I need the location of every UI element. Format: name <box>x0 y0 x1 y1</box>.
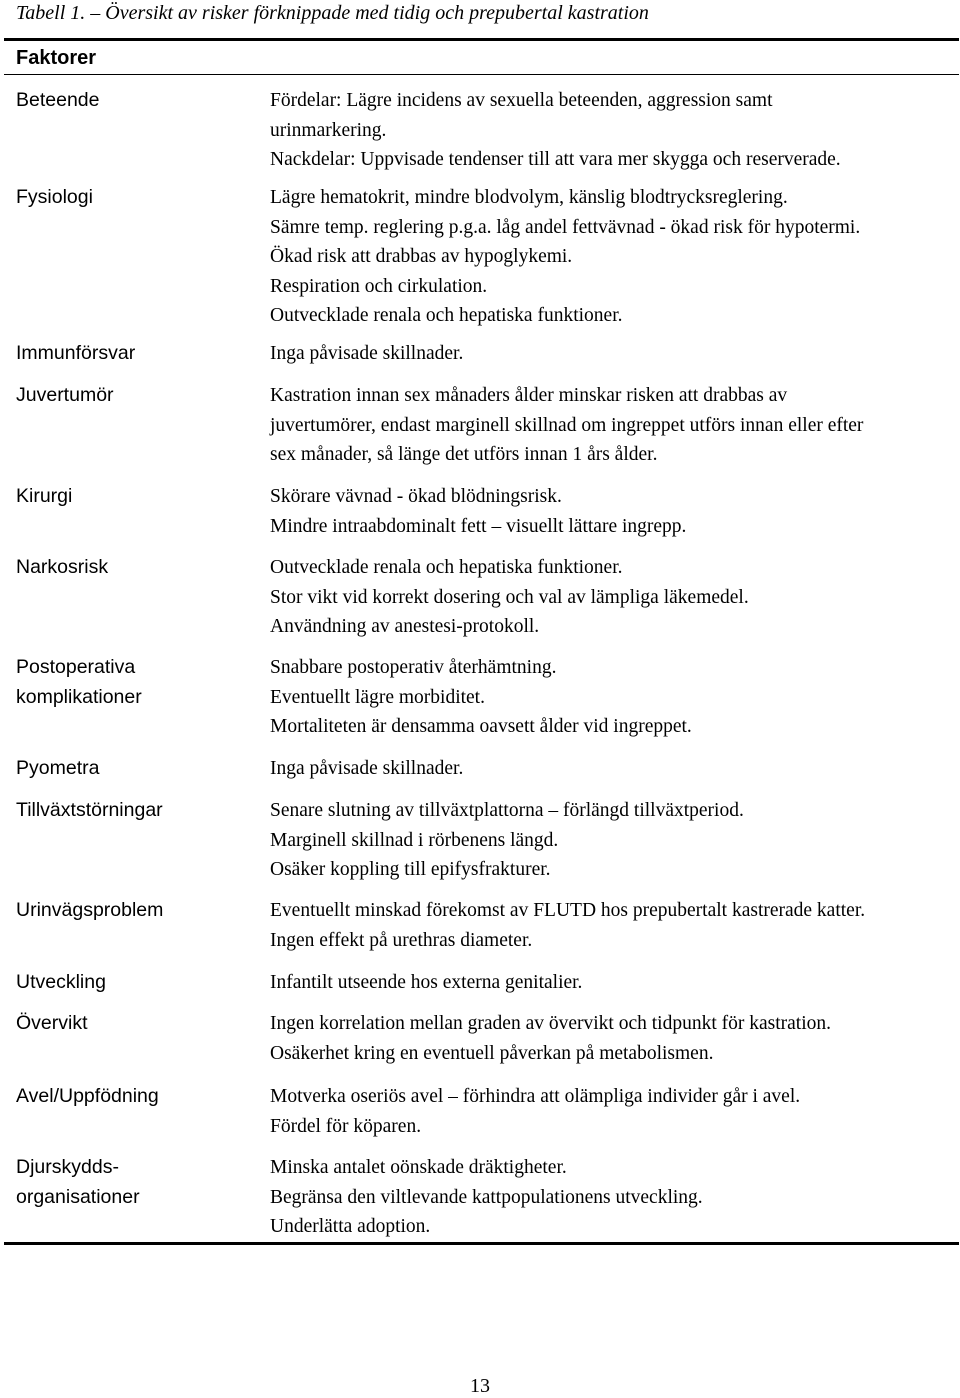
description-cell <box>270 482 955 541</box>
description-cell <box>270 796 955 885</box>
description-line: sex månader, så länge det utförs innan 1 års ålder. <box>270 444 658 465</box>
description-line: Stor vikt vid korrekt dosering och val av lämpliga läkemedel. <box>270 586 749 608</box>
description-line: Lägre hematokrit, mindre blodvolym, känslig blodtrycksreglering. <box>270 187 788 208</box>
description-cell <box>270 896 955 955</box>
factor-line: Immunförsvar <box>16 342 136 364</box>
description-cell <box>270 653 955 742</box>
factor-cell <box>16 339 256 369</box>
factor-line: komplikationer <box>16 685 142 708</box>
factor-line: Juvertumör <box>16 384 114 406</box>
description-line: Mindre intraabdominalt fett – visuellt lättare ingrepp. <box>270 515 687 537</box>
description-line: Begränsa den viltlevande kattpopulationens utveckling. <box>270 1186 703 1208</box>
factor-cell <box>16 796 256 826</box>
factor-cell <box>16 553 256 583</box>
description-line: Minska antalet oönskade dräktigheter. <box>270 1157 567 1178</box>
description-line: Fördelar: Lägre incidens av sexuella beteenden, aggression samt <box>270 90 773 111</box>
description-line: juvertumörer, endast marginell skillnad om ingreppet utförs innan eller efter <box>270 414 864 436</box>
description-cell <box>270 339 955 369</box>
description-line: Outvecklade renala och hepatiska funktioner. <box>270 557 623 578</box>
description-line: Ingen korrelation mellan graden av övervikt och tidpunkt för kastration. <box>270 1013 831 1034</box>
factor-line: Övervikt <box>16 1012 88 1034</box>
description-cell <box>270 1009 955 1068</box>
factor-cell <box>16 1009 256 1039</box>
factor-cell <box>16 896 256 926</box>
description-line: Sämre temp. reglering p.g.a. låg andel fettvävnad - ökad risk för hypotermi. <box>270 216 861 238</box>
factor-line: Urinvägsproblem <box>16 899 164 921</box>
description-line: Osäkerhet kring en eventuell påverkan på metabolismen. <box>270 1042 714 1064</box>
description-line: Osäker koppling till epifysfrakturer. <box>270 859 551 880</box>
description-line: Infantilt utseende hos externa genitalier. <box>270 972 583 993</box>
table-top-rule <box>4 38 959 41</box>
factor-cell <box>16 968 256 998</box>
description-line: Ökad risk att drabbas av hypoglykemi. <box>270 246 573 267</box>
table-header-rule <box>4 74 959 75</box>
description-cell <box>270 968 955 998</box>
description-line: Inga påvisade skillnader. <box>270 343 464 364</box>
description-cell <box>270 86 955 175</box>
factor-line: Postoperativa <box>16 656 136 678</box>
factor-cell <box>16 1153 256 1212</box>
description-line: Ingen effekt på urethras diameter. <box>270 929 533 951</box>
page-number: 13 <box>470 1375 490 1397</box>
factor-cell <box>16 1082 256 1112</box>
caption-text: – Översikt av risker förknippade med tidig och prepubertal kastration <box>85 2 649 24</box>
factor-line: Tillväxtstörningar <box>16 799 163 821</box>
factor-line: Utveckling <box>16 971 106 993</box>
description-line: Inga påvisade skillnader. <box>270 758 464 779</box>
description-line: Mortaliteten är densamma oavsett ålder vid ingreppet. <box>270 716 692 737</box>
factor-line: Kirurgi <box>16 485 73 507</box>
description-line: Skörare vävnad - ökad blödningsrisk. <box>270 486 562 507</box>
description-cell <box>270 754 955 784</box>
factor-line: Avel/Uppfödning <box>16 1085 159 1107</box>
factor-line: Beteende <box>16 89 100 111</box>
description-line: Kastration innan sex månaders ålder minskar risken att drabbas av <box>270 385 788 406</box>
description-line: Eventuellt lägre morbiditet. <box>270 686 485 708</box>
description-cell <box>270 381 955 470</box>
table-caption <box>16 0 649 26</box>
factor-cell <box>16 86 256 116</box>
description-line: Senare slutning av tillväxtplattorna – förlängd tillväxtperiod. <box>270 800 744 821</box>
factor-cell <box>16 183 256 213</box>
description-line: Motverka oseriös avel – förhindra att olämpliga individer går i avel. <box>270 1086 801 1107</box>
description-cell <box>270 183 955 331</box>
factor-line: organisationer <box>16 1185 140 1208</box>
factor-cell <box>16 381 256 411</box>
factor-line: Djurskydds- <box>16 1156 119 1178</box>
factor-line: Fysiologi <box>16 186 93 208</box>
factor-line: Pyometra <box>16 757 100 779</box>
table-bottom-rule <box>4 1242 959 1245</box>
description-line: Marginell skillnad i rörbenens längd. <box>270 829 559 851</box>
description-cell <box>270 1153 955 1242</box>
factor-line: Narkosrisk <box>16 556 109 578</box>
description-cell <box>270 1082 955 1141</box>
description-line: Nackdelar: Uppvisade tendenser till att vara mer skygga och reserverade. <box>270 149 841 170</box>
description-line: Snabbare postoperativ återhämtning. <box>270 657 557 678</box>
description-cell <box>270 553 955 642</box>
factor-cell <box>16 482 256 512</box>
description-line: Fördel för köparen. <box>270 1115 422 1137</box>
description-line: Respiration och cirkulation. <box>270 275 488 297</box>
factor-cell <box>16 754 256 784</box>
caption-number: Tabell 1. <box>16 2 86 24</box>
description-line: Eventuellt minskad förekomst av FLUTD hos prepubertalt kastrerade katter. <box>270 900 866 921</box>
description-line: Outvecklade renala och hepatiska funktioner. <box>270 305 623 326</box>
description-line: Underlätta adoption. <box>270 1216 431 1237</box>
description-line: Användning av anestesi-protokoll. <box>270 616 540 637</box>
table-header-factors: Faktorer <box>16 47 97 69</box>
factor-cell <box>16 653 256 712</box>
description-line: urinmarkering. <box>270 119 387 141</box>
